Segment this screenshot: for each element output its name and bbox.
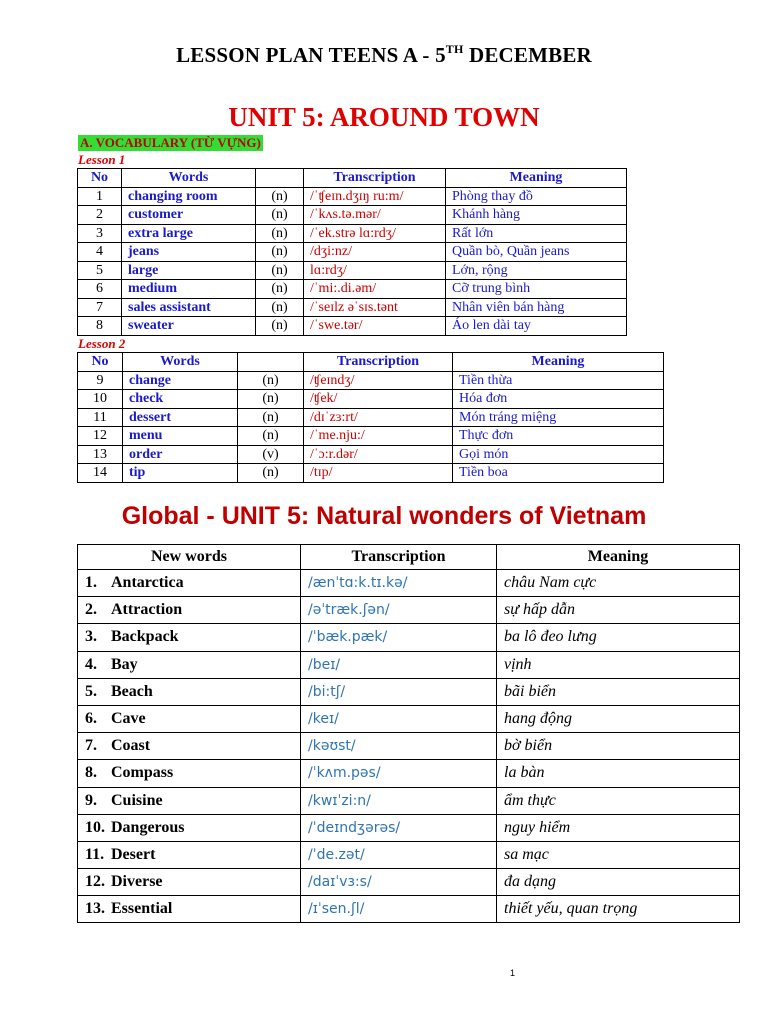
meaning: Hóa đơn: [453, 390, 664, 409]
new-word-cell: [78, 678, 301, 705]
transcription: /ʧeɪndʒ/: [304, 371, 453, 390]
transcription: /dʒi:nz/: [304, 243, 446, 262]
part-of-speech: (n): [256, 261, 304, 280]
new-word-cell: [78, 570, 301, 597]
new-word: Backpack: [111, 628, 179, 646]
transcription: /beɪ/: [301, 651, 497, 678]
row-number: 4: [78, 243, 122, 262]
unit-title: UNIT 5: AROUND TOWN: [228, 102, 540, 132]
row-number: 5: [78, 261, 122, 280]
new-word-cell: [78, 841, 301, 868]
new-word: Coast: [111, 737, 151, 755]
transcription: /ˈbæk.pæk/: [301, 624, 497, 651]
row-number: 12: [78, 427, 123, 446]
transcription: /ˈɔ:r.dər/: [304, 445, 453, 464]
vocabulary-section-label: A. VOCABULARY (TỪ VỰNG): [80, 135, 261, 150]
part-of-speech: (n): [238, 427, 304, 446]
meaning: Tiền boa: [453, 464, 664, 483]
lesson-1-label: Lesson 1: [78, 152, 126, 167]
table-row: [78, 733, 740, 760]
new-word: Bay: [111, 655, 138, 673]
meaning: Phòng thay đồ: [446, 187, 627, 206]
transcription: /keɪ/: [301, 705, 497, 732]
transcription: lɑ:rdʒ/: [304, 261, 446, 280]
transcription: /ˈde.zət/: [301, 841, 497, 868]
table-row: [78, 427, 664, 446]
meaning: Áo len dài tay: [446, 317, 627, 336]
meaning: vịnh: [497, 651, 740, 678]
new-word-cell: [78, 624, 301, 651]
meaning: Thực đơn: [453, 427, 664, 446]
item-number: 8.: [85, 764, 97, 782]
item-number: 13.: [85, 900, 105, 918]
part-of-speech: (n): [238, 390, 304, 409]
new-word: Diverse: [111, 873, 163, 891]
row-number: 14: [78, 464, 123, 483]
new-word-cell: [78, 733, 301, 760]
part-of-speech: (n): [256, 280, 304, 299]
row-number: 6: [78, 280, 122, 299]
item-number: 2.: [85, 601, 97, 619]
table-row: [78, 390, 664, 409]
vocab-word: jeans: [122, 243, 256, 262]
new-word-cell: [78, 896, 301, 923]
table-row: [78, 705, 740, 732]
table-row: [78, 597, 740, 624]
vocab-word: sweater: [122, 317, 256, 336]
table-row: [78, 814, 740, 841]
table-row: [78, 896, 740, 923]
table-row: [78, 760, 740, 787]
vocab-word: change: [123, 371, 238, 390]
lesson-plan-title: [0, 42, 768, 68]
row-number: 10: [78, 390, 123, 409]
table-row: [78, 651, 740, 678]
vocab-word: order: [123, 445, 238, 464]
part-of-speech: (n): [256, 317, 304, 336]
table-row: [78, 261, 627, 280]
meaning: ba lô đeo lưng: [497, 624, 740, 651]
part-of-speech: (n): [256, 224, 304, 243]
table-header-row: [78, 353, 664, 372]
table-row: [78, 408, 664, 427]
part-of-speech: (n): [238, 371, 304, 390]
header-meaning: Meaning: [497, 545, 740, 570]
item-number: 3.: [85, 628, 97, 646]
meaning: ẩm thực: [497, 787, 740, 814]
transcription: /bi:tʃ/: [301, 678, 497, 705]
row-number: 11: [78, 408, 123, 427]
table-row: [78, 206, 627, 225]
header-meaning: Meaning: [446, 169, 627, 188]
lesson-1-table: [77, 168, 627, 336]
table-row: [78, 869, 740, 896]
row-number: 8: [78, 317, 122, 336]
table-row: [78, 678, 740, 705]
item-number: 12.: [85, 873, 105, 891]
transcription: /dɪˈzɜ:rt/: [304, 408, 453, 427]
vocab-word: tip: [123, 464, 238, 483]
meaning: nguy hiểm: [497, 814, 740, 841]
meaning: hang động: [497, 705, 740, 732]
table-row: [78, 570, 740, 597]
transcription: /ˈek.strə lɑ:rdʒ/: [304, 224, 446, 243]
item-number: 10.: [85, 818, 105, 836]
item-number: 11.: [85, 845, 105, 863]
vocab-word: extra large: [122, 224, 256, 243]
table-row: [78, 464, 664, 483]
part-of-speech: (v): [238, 445, 304, 464]
part-of-speech: (n): [238, 464, 304, 483]
meaning: sa mạc: [497, 841, 740, 868]
new-word: Desert: [111, 845, 156, 863]
transcription: /kwɪˈzi:n/: [301, 787, 497, 814]
meaning: sự hấp dẫn: [497, 597, 740, 624]
table-row: [78, 243, 627, 262]
part-of-speech: (n): [238, 408, 304, 427]
item-number: 4.: [85, 655, 97, 673]
meaning: Lớn, rộng: [446, 261, 627, 280]
transcription: /ʧek/: [304, 390, 453, 409]
vocab-word: check: [123, 390, 238, 409]
part-of-speech: (n): [256, 243, 304, 262]
page-number: 1: [510, 968, 516, 978]
header-no: No: [78, 169, 122, 188]
part-of-speech: (n): [256, 187, 304, 206]
new-word-cell: [78, 597, 301, 624]
global-unit-title: Global - UNIT 5: Natural wonders of Vietnam: [121, 502, 647, 530]
table-row: [78, 224, 627, 243]
transcription: /ˈseɪlz əˈsɪs.tənt: [304, 298, 446, 317]
new-word: Cave: [111, 710, 146, 728]
meaning: thiết yếu, quan trọng: [497, 896, 740, 923]
vocab-word: sales assistant: [122, 298, 256, 317]
meaning: Nhân viên bán hàng: [446, 298, 627, 317]
transcription: /ˈdeɪndʒərəs/: [301, 814, 497, 841]
item-number: 1.: [85, 574, 97, 592]
header-words: Words: [123, 353, 238, 372]
item-number: 9.: [85, 791, 97, 809]
new-word-cell: [78, 651, 301, 678]
transcription: /ˈswe.tər/: [304, 317, 446, 336]
meaning: đa dạng: [497, 869, 740, 896]
meaning: châu Nam cực: [497, 570, 740, 597]
new-word-cell: [78, 814, 301, 841]
lesson-2-table: [77, 352, 664, 483]
header-pos: [256, 169, 304, 188]
vocab-word: large: [122, 261, 256, 280]
item-number: 6.: [85, 710, 97, 728]
new-word: Attraction: [111, 601, 183, 619]
transcription: /ˈmi:.di.əm/: [304, 280, 446, 299]
new-word-cell: [78, 760, 301, 787]
transcription: /ˈme.nju:/: [304, 427, 453, 446]
header-no: No: [78, 353, 123, 372]
meaning: Quần bò, Quần jeans: [446, 243, 627, 262]
header-pos: [238, 353, 304, 372]
meaning: la bàn: [497, 760, 740, 787]
meaning: Cỡ trung bình: [446, 280, 627, 299]
meaning: Món tráng miệng: [453, 408, 664, 427]
transcription: /ˈkʌm.pəs/: [301, 760, 497, 787]
row-number: 2: [78, 206, 122, 225]
part-of-speech: (n): [256, 298, 304, 317]
transcription: /ænˈtɑ:k.tɪ.kə/: [301, 570, 497, 597]
new-word-cell: [78, 787, 301, 814]
transcription: /ɪˈsen.ʃl/: [301, 896, 497, 923]
row-number: 1: [78, 187, 122, 206]
new-word: Dangerous: [111, 818, 185, 836]
transcription: /daɪˈvɜ:s/: [301, 869, 497, 896]
vocab-word: dessert: [123, 408, 238, 427]
new-word: Beach: [111, 682, 153, 700]
header-meaning: Meaning: [453, 353, 664, 372]
vocab-word: medium: [122, 280, 256, 299]
row-number: 7: [78, 298, 122, 317]
global-vocabulary-table: [77, 544, 740, 923]
table-row: [78, 187, 627, 206]
table-row: [78, 371, 664, 390]
meaning: Gọi món: [453, 445, 664, 464]
meaning: bãi biển: [497, 678, 740, 705]
meaning: Rất lớn: [446, 224, 627, 243]
transcription: /tɪp/: [304, 464, 453, 483]
new-word: Antarctica: [111, 574, 184, 592]
table-header-row: [78, 545, 740, 570]
title-superscript: TH: [445, 42, 464, 56]
vocab-word: menu: [123, 427, 238, 446]
transcription: /ˈkʌs.tə.mər/: [304, 206, 446, 225]
row-number: 13: [78, 445, 123, 464]
title-suffix: DECEMBER: [463, 43, 592, 67]
table-row: [78, 445, 664, 464]
table-row: [78, 841, 740, 868]
meaning: bờ biển: [497, 733, 740, 760]
table-row: [78, 624, 740, 651]
header-transcription: Transcription: [304, 169, 446, 188]
item-number: 5.: [85, 682, 97, 700]
row-number: 3: [78, 224, 122, 243]
vocab-word: customer: [122, 206, 256, 225]
part-of-speech: (n): [256, 206, 304, 225]
lesson-2-label: Lesson 2: [78, 336, 126, 351]
new-word: Compass: [111, 764, 174, 782]
new-word: Essential: [111, 900, 173, 918]
new-word-cell: [78, 869, 301, 896]
table-row: [78, 787, 740, 814]
transcription: /kəʊst/: [301, 733, 497, 760]
transcription: /əˈtræk.ʃən/: [301, 597, 497, 624]
header-new-words: New words: [78, 545, 301, 570]
table-row: [78, 298, 627, 317]
item-number: 7.: [85, 737, 97, 755]
header-transcription: Transcription: [304, 353, 453, 372]
table-header-row: [78, 169, 627, 188]
header-transcription: Transcription: [301, 545, 497, 570]
table-row: [78, 280, 627, 299]
table-row: [78, 317, 627, 336]
vocab-word: changing room: [122, 187, 256, 206]
transcription: /ˈʧeɪn.dʒɪŋ ru:m/: [304, 187, 446, 206]
new-word-cell: [78, 705, 301, 732]
title-prefix: LESSON PLAN TEENS A - 5: [176, 43, 446, 67]
header-words: Words: [122, 169, 256, 188]
meaning: Khánh hàng: [446, 206, 627, 225]
new-word: Cuisine: [111, 791, 163, 809]
meaning: Tiền thừa: [453, 371, 664, 390]
row-number: 9: [78, 371, 123, 390]
